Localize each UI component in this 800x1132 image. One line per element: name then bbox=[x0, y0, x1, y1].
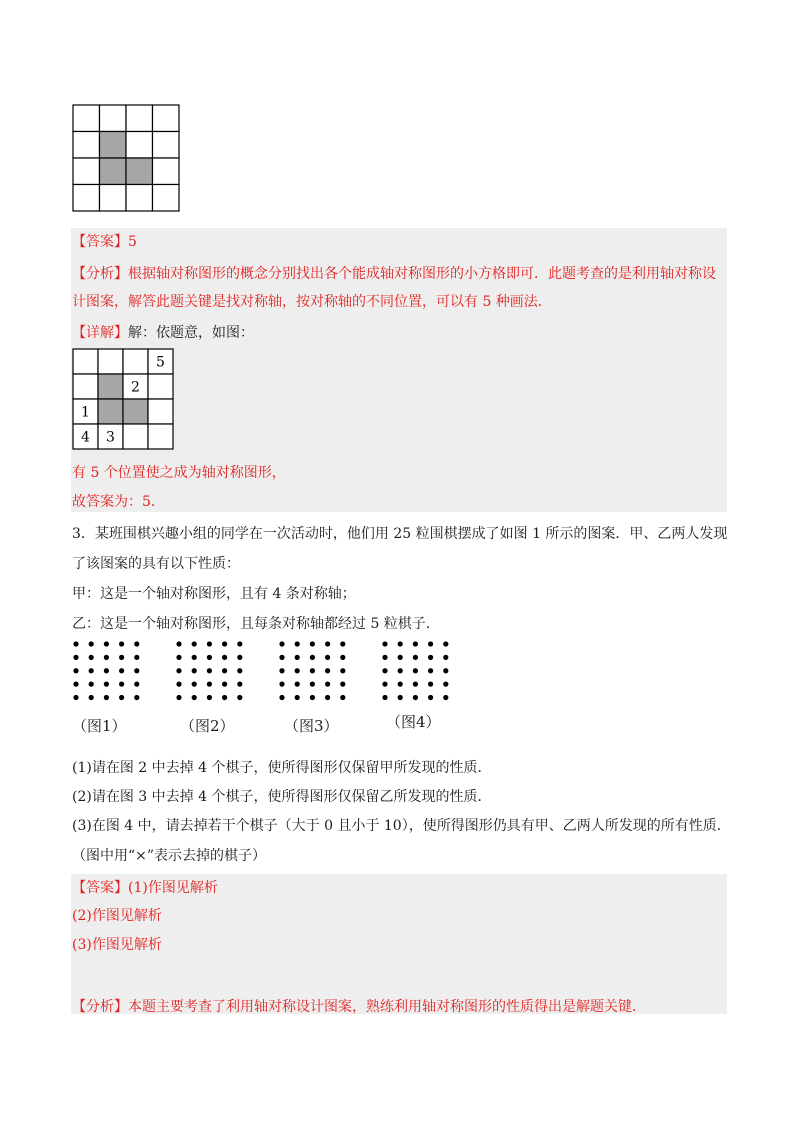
grid-cell bbox=[98, 349, 123, 374]
grid-cell bbox=[123, 349, 148, 374]
answer-3-line-1: 【答案】(1)作图见解析 bbox=[72, 880, 218, 896]
go-stone bbox=[279, 682, 284, 687]
go-stone bbox=[237, 695, 242, 700]
grid-cell bbox=[73, 105, 100, 132]
go-stone bbox=[340, 682, 345, 687]
go-stone bbox=[340, 695, 345, 700]
conclusion-line: 有 5 个位置使之成为轴对称图形， bbox=[72, 465, 286, 481]
go-stone bbox=[443, 695, 448, 700]
go-stone bbox=[176, 655, 181, 660]
shaded-cell bbox=[100, 132, 127, 159]
go-stone bbox=[279, 655, 284, 660]
answer-3-line-3: (3)作图见解析 bbox=[72, 937, 162, 953]
go-stone bbox=[428, 655, 433, 660]
go-stone bbox=[104, 655, 109, 660]
go-stone bbox=[382, 641, 387, 646]
go-stone bbox=[176, 695, 181, 700]
go-stone bbox=[119, 668, 124, 673]
q3-stem-line-2: 了该图案的具有以下性质： bbox=[72, 556, 240, 572]
go-stone bbox=[340, 668, 345, 673]
go-stone bbox=[295, 695, 300, 700]
go-stone bbox=[382, 682, 387, 687]
go-stone bbox=[325, 668, 330, 673]
go-stone bbox=[279, 695, 284, 700]
go-stone bbox=[73, 695, 78, 700]
go-stone bbox=[207, 668, 212, 673]
go-stone bbox=[192, 668, 197, 673]
go-stone bbox=[222, 695, 227, 700]
go-stone bbox=[398, 682, 403, 687]
go-stone bbox=[73, 668, 78, 673]
grid-cell bbox=[123, 424, 148, 449]
go-stone bbox=[89, 641, 94, 646]
go-stone bbox=[104, 641, 109, 646]
q3-sub-1: (1)请在图 2 中去掉 4 个棋子，使所得图形仅保留甲所发现的性质． bbox=[72, 760, 492, 776]
q3-sub-3: (3)在图 4 中，请去掉若干个棋子（大于 0 且小于 10），使所得图形仍具有甲、乙两人所发现的所有性质． bbox=[72, 818, 731, 834]
go-stone bbox=[428, 641, 433, 646]
detail-text: 解：依题意，如图： bbox=[128, 325, 254, 341]
go-stone bbox=[325, 695, 330, 700]
go-stone bbox=[176, 668, 181, 673]
go-stone bbox=[295, 682, 300, 687]
go-stone bbox=[73, 682, 78, 687]
go-stone bbox=[340, 655, 345, 660]
go-stone bbox=[295, 641, 300, 646]
go-stone bbox=[413, 641, 418, 646]
dot-figure-2 bbox=[173, 637, 263, 707]
dot-figure-1 bbox=[70, 637, 160, 707]
grid-cell bbox=[100, 105, 127, 132]
figure-caption-3: （图3） bbox=[284, 717, 339, 735]
shaded-cell bbox=[98, 399, 123, 424]
grid-cell bbox=[153, 185, 180, 212]
analysis-line-2: 计图案，解答此题关键是找对称轴，按对称轴的不同位置，可以有 5 种画法． bbox=[72, 294, 552, 310]
go-stone bbox=[279, 641, 284, 646]
go-stone bbox=[237, 641, 242, 646]
go-stone bbox=[192, 695, 197, 700]
go-stone bbox=[134, 695, 139, 700]
go-stone bbox=[325, 641, 330, 646]
grid-cell bbox=[73, 185, 100, 212]
grid-cell bbox=[73, 374, 98, 399]
figure-caption-2: （图2） bbox=[180, 717, 235, 735]
go-stone bbox=[207, 641, 212, 646]
grid-label: 2 bbox=[131, 379, 140, 396]
go-stone bbox=[222, 641, 227, 646]
shaded-cell bbox=[98, 374, 123, 399]
dot-figure-4 bbox=[379, 637, 469, 707]
q3-stem-line-1: 3．某班围棋兴趣小组的同学在一次活动时，他们用 25 粒围棋摆成了如图 1 所示的图案．甲、乙两人发现 bbox=[72, 526, 728, 542]
go-stone bbox=[325, 682, 330, 687]
go-stone bbox=[398, 695, 403, 700]
go-stone bbox=[89, 655, 94, 660]
go-stone bbox=[119, 695, 124, 700]
go-stone bbox=[89, 695, 94, 700]
go-stone bbox=[325, 655, 330, 660]
go-stone bbox=[413, 695, 418, 700]
go-stone bbox=[119, 655, 124, 660]
grid-cell bbox=[126, 105, 153, 132]
analysis-3-line: 【分析】本题主要考查了利用轴对称设计图案，熟练利用轴对称图形的性质得出是解题关键． bbox=[72, 999, 646, 1015]
go-stone bbox=[382, 655, 387, 660]
go-stone bbox=[428, 668, 433, 673]
go-stone bbox=[310, 641, 315, 646]
go-stone bbox=[310, 668, 315, 673]
go-stone bbox=[398, 668, 403, 673]
go-stone bbox=[382, 695, 387, 700]
grid-label: 5 bbox=[156, 354, 165, 371]
figure-caption-4: （图4） bbox=[386, 713, 441, 731]
go-stone bbox=[89, 682, 94, 687]
answer-3-line-2: (2)作图见解析 bbox=[72, 908, 162, 924]
go-stone bbox=[222, 682, 227, 687]
go-stone bbox=[73, 641, 78, 646]
grid-label: 4 bbox=[81, 429, 90, 446]
go-stone bbox=[310, 695, 315, 700]
go-stone bbox=[443, 682, 448, 687]
go-stone bbox=[119, 682, 124, 687]
go-stone bbox=[134, 668, 139, 673]
grid-cell bbox=[148, 399, 173, 424]
q3-sub-2: (2)请在图 3 中去掉 4 个棋子，使所得图形仅保留乙所发现的性质． bbox=[72, 789, 492, 805]
go-stone bbox=[295, 655, 300, 660]
go-stone bbox=[443, 655, 448, 660]
go-stone bbox=[413, 668, 418, 673]
grid-cell bbox=[148, 374, 173, 399]
go-stone bbox=[192, 655, 197, 660]
go-stone bbox=[310, 655, 315, 660]
detail-tag: 【详解】 bbox=[72, 325, 128, 341]
go-stone bbox=[192, 682, 197, 687]
q3-yi-line: 乙：这是一个轴对称图形，且每条对称轴都经过 5 粒棋子． bbox=[72, 616, 440, 632]
go-stone bbox=[104, 695, 109, 700]
q3-note: （图中用“×”表示去掉的棋子） bbox=[72, 848, 267, 864]
q3-jia-line: 甲：这是一个轴对称图形，且有 4 条对称轴； bbox=[72, 586, 356, 602]
go-stone bbox=[295, 668, 300, 673]
go-stone bbox=[134, 641, 139, 646]
grid-label: 3 bbox=[106, 429, 115, 446]
analysis-line-1: 【分析】根据轴对称图形的概念分别找出各个能成轴对称图形的小方格即可．此题考查的是利用轴对称设 bbox=[72, 266, 716, 282]
go-stone bbox=[176, 641, 181, 646]
go-stone bbox=[207, 682, 212, 687]
go-stone bbox=[279, 668, 284, 673]
go-stone bbox=[222, 655, 227, 660]
grid-cell bbox=[148, 424, 173, 449]
go-stone bbox=[176, 682, 181, 687]
go-stone bbox=[443, 668, 448, 673]
go-stone bbox=[428, 695, 433, 700]
go-stone bbox=[428, 682, 433, 687]
go-stone bbox=[340, 641, 345, 646]
go-stone bbox=[413, 655, 418, 660]
go-stone bbox=[237, 668, 242, 673]
shaded-cell bbox=[100, 158, 127, 185]
go-stone bbox=[89, 668, 94, 673]
shaded-cell bbox=[126, 158, 153, 185]
go-stone bbox=[398, 641, 403, 646]
go-stone bbox=[119, 641, 124, 646]
final-answer-line: 故答案为：5． bbox=[72, 494, 165, 510]
dot-figure-3 bbox=[276, 637, 366, 707]
grid-cell bbox=[153, 158, 180, 185]
go-stone bbox=[73, 655, 78, 660]
grid-cell bbox=[126, 132, 153, 159]
detail-line bbox=[72, 323, 254, 343]
go-stone bbox=[443, 641, 448, 646]
grid-cell bbox=[153, 132, 180, 159]
go-stone bbox=[398, 655, 403, 660]
go-stone bbox=[134, 682, 139, 687]
figure-caption-1: （图1） bbox=[72, 717, 127, 735]
grid-cell bbox=[73, 132, 100, 159]
grid-cell bbox=[153, 105, 180, 132]
go-stone bbox=[237, 655, 242, 660]
go-stone bbox=[310, 682, 315, 687]
go-stone bbox=[382, 668, 387, 673]
go-stone bbox=[192, 641, 197, 646]
answer-line: 【答案】5 bbox=[72, 234, 137, 250]
go-stone bbox=[207, 655, 212, 660]
go-stone bbox=[104, 682, 109, 687]
shaded-cell bbox=[123, 399, 148, 424]
go-stone bbox=[134, 655, 139, 660]
go-stone bbox=[104, 668, 109, 673]
grid-figure-1 bbox=[72, 104, 182, 214]
grid-label: 1 bbox=[81, 404, 90, 421]
go-stone bbox=[237, 682, 242, 687]
grid-figure-2 bbox=[72, 348, 176, 452]
grid-cell bbox=[73, 349, 98, 374]
grid-cell bbox=[73, 158, 100, 185]
go-stone bbox=[207, 695, 212, 700]
go-stone bbox=[222, 668, 227, 673]
grid-cell bbox=[100, 185, 127, 212]
grid-cell bbox=[126, 185, 153, 212]
go-stone bbox=[413, 682, 418, 687]
